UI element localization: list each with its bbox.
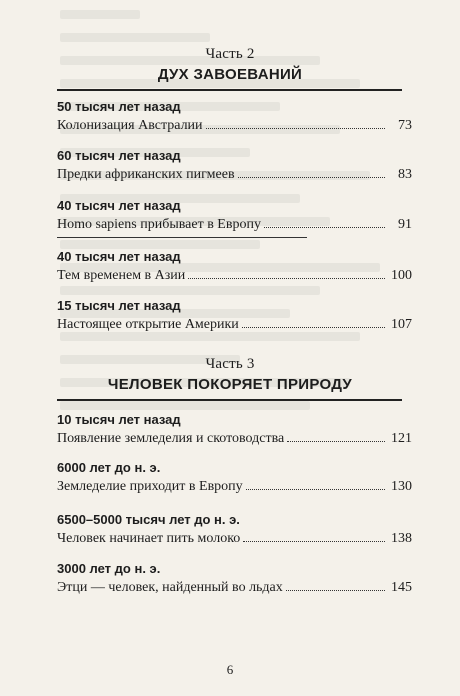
toc-entry[interactable]	[57, 412, 412, 448]
entry-era: 10 тысяч лет назад	[57, 412, 181, 427]
toc-entry[interactable]	[57, 561, 412, 597]
toc-entry[interactable]	[57, 198, 412, 238]
entry-page: 130	[391, 479, 412, 494]
dot-leader	[242, 327, 385, 328]
page-number: 6	[226, 662, 234, 677]
part3-rule	[57, 399, 402, 401]
entry-underline	[57, 237, 307, 238]
dot-leader	[264, 227, 385, 228]
part2-rule	[57, 89, 402, 91]
part3-title: ЧЕЛОВЕК ПОКОРЯЕТ ПРИРОДУ	[107, 376, 353, 393]
entry-era: 60 тысяч лет назад	[57, 148, 181, 163]
part2-title: ДУХ ЗАВОЕВАНИЙ	[157, 66, 303, 83]
toc-entry[interactable]	[57, 512, 412, 548]
dot-leader	[238, 177, 385, 178]
entry-title: Предки африканских пигмеев	[57, 167, 235, 182]
entry-title: Появление земледелия и скотоводства	[57, 431, 285, 446]
dot-leader	[246, 489, 385, 490]
toc-entry[interactable]	[57, 99, 412, 135]
entry-page: 145	[391, 580, 412, 595]
entry-title: Этци — человек, найденный во льдах	[57, 580, 283, 595]
dot-leader	[188, 278, 385, 279]
entry-title: Настоящее открытие Америки	[57, 317, 239, 332]
entry-page: 83	[398, 167, 412, 182]
entry-era: 50 тысяч лет назад	[57, 99, 181, 114]
entry-page: 107	[391, 317, 412, 332]
dot-leader	[287, 441, 385, 442]
dot-leader	[286, 590, 385, 591]
entry-title: Тем временем в Азии	[57, 268, 186, 283]
toc-entry[interactable]	[57, 298, 412, 334]
toc-entry[interactable]	[57, 249, 412, 285]
part3-label: Часть 3	[205, 356, 255, 372]
dot-leader	[206, 128, 385, 129]
entry-era: 6500–5000 тысяч лет до н. э.	[57, 512, 240, 527]
toc-entry[interactable]	[57, 148, 412, 184]
entry-page: 138	[391, 531, 412, 546]
entry-era: 6000 лет до н. э.	[57, 460, 161, 475]
entry-page: 91	[398, 217, 412, 232]
part2-label: Часть 2	[205, 46, 255, 62]
dot-leader	[243, 541, 385, 542]
entry-title: Человек начинает пить молоко	[57, 531, 241, 546]
entry-page: 121	[391, 431, 412, 446]
entry-era: 40 тысяч лет назад	[57, 249, 181, 264]
entry-title: Колонизация Австралии	[57, 118, 203, 133]
entry-era: 40 тысяч лет назад	[57, 198, 181, 213]
entry-era: 15 тысяч лет назад	[57, 298, 181, 313]
entry-title: Земледелие приходит в Европу	[57, 479, 243, 494]
toc-entry[interactable]	[57, 460, 412, 496]
entry-era: 3000 лет до н. э.	[57, 561, 161, 576]
entry-title: Homo sapiens прибывает в Европу	[57, 217, 261, 232]
entry-page: 100	[391, 268, 412, 283]
entry-page: 73	[398, 118, 412, 133]
